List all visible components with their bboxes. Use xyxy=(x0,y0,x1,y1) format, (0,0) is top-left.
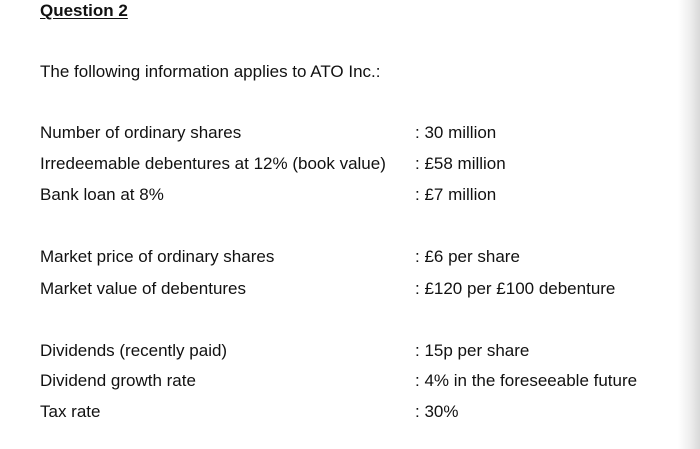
info-row-tax-rate xyxy=(40,402,680,424)
info-row-debentures-book-value xyxy=(40,154,680,176)
intro-text: The following information applies to ATO Inc.: xyxy=(40,62,381,81)
info-value: : 30% xyxy=(415,402,459,421)
info-label: Dividend growth rate xyxy=(40,371,196,390)
info-label: Irredeemable debentures at 12% (book value) xyxy=(40,154,386,173)
info-value: : £6 per share xyxy=(415,247,520,266)
question-heading: Question 2 xyxy=(40,1,128,20)
info-row-dividends xyxy=(40,341,680,363)
info-row-share-price xyxy=(40,247,680,269)
info-value: : £58 million xyxy=(415,154,506,173)
info-label: Dividends (recently paid) xyxy=(40,341,228,360)
info-value: : 15p per share xyxy=(415,341,530,360)
info-value: : 4% in the foreseeable future xyxy=(415,371,638,390)
info-label: Number of ordinary shares xyxy=(40,123,242,142)
page-edge-shadow xyxy=(678,0,700,449)
info-value: : 30 million xyxy=(415,123,497,142)
info-label: Bank loan at 8% xyxy=(40,185,164,204)
info-label: Market value of debentures xyxy=(40,279,247,298)
info-row-ordinary-shares xyxy=(40,123,680,145)
info-label: Tax rate xyxy=(40,402,101,421)
info-value: : £7 million xyxy=(415,185,497,204)
info-label: Market price of ordinary shares xyxy=(40,247,275,266)
info-row-debenture-market-value xyxy=(40,279,680,301)
info-value: : £120 per £100 debenture xyxy=(415,279,616,298)
info-row-bank-loan xyxy=(40,185,680,207)
info-row-growth-rate xyxy=(40,371,680,393)
